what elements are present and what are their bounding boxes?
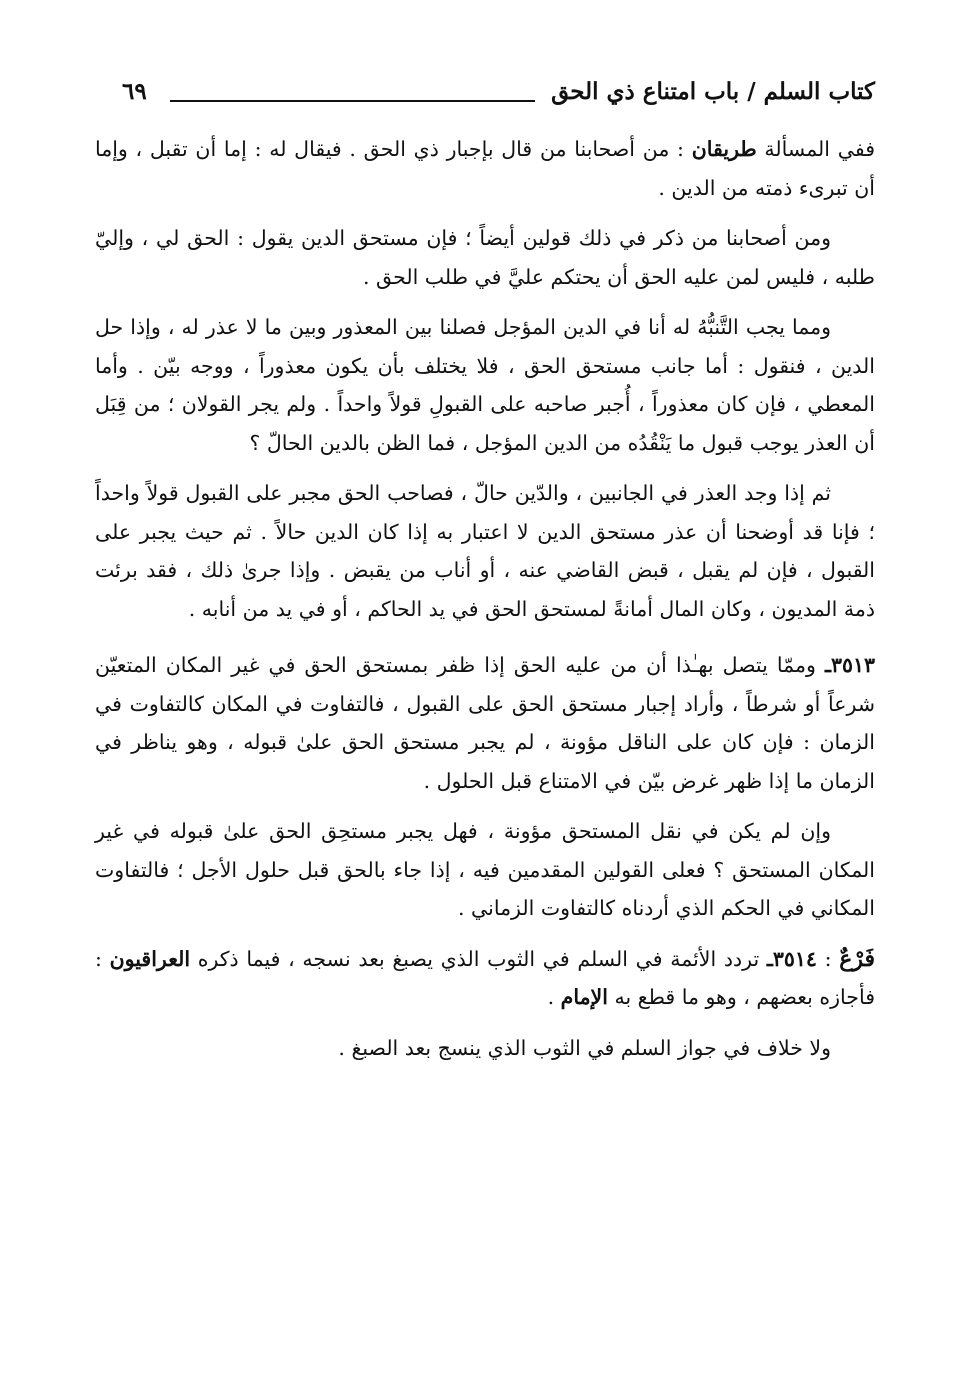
page-number: ٦٩: [122, 78, 147, 105]
paragraph-5: [95, 646, 875, 800]
header-rule: [170, 100, 535, 102]
issue-number: ٣٥١٣ـ: [824, 653, 875, 677]
paragraph-2: ومن أصحابنا من ذكر في ذلك قولين أيضاً ؛ فإن مستحق الدين يقول : الحق لي ، وإليّ طلبه ، فليس لمن عليه الحق أن يحتكم عليَّ في طلب الحق .: [95, 226, 875, 289]
issue-number: ٣٥١٤ـ: [766, 946, 817, 971]
bold-term: العراقيون: [109, 946, 191, 971]
main-text: [95, 130, 875, 1079]
paragraph-4: ثم إذا وجد العذر في الجانبين ، والدّين حالّ ، فصاحب الحق مجبر على القبول قولاً واحداً ؛ فإنا قد أوضحنا أن عذر مستحق الدين لا اعتبار به إذا كان الدين حالاً . ثم حيث يجبر على القبول ، فإن لم يقبل ، قبض القاضي عنه ، أو أناب من يقبض . وإذا جرىٰ ذلك ، فقد برئت ذمة المديون ، وكان المال أمانةً لمستحق الحق في يد الحاكم ، أو في يد من أنابه .: [95, 481, 875, 621]
paragraph-text: تردد الأئمة في السلم في الثوب الذي يصبغ بعد نسجه ، فيما ذكره: [190, 946, 767, 971]
paragraph-3: ومما يجب التَّنبُّهُ له أنا في الدين المؤجل فصلنا بين المعذور وبين ما لا عذر له ، وإذا حل الدين ، فنقول : أما جانب مستحق الحق ، فلا يختلف بأن يكون معذوراً ، ووجه بيّن . وأما المعطي ، فإن كان معذوراً ، أُجبر صاحبه على القبولِ قولاً واحداً . ولم يجر القولان ؛ من قِبَل أن العذر يوجب قبول ما يَنْقُدُه من الدين المؤجل ، فما الظن بالدين الحالّ ؟: [95, 315, 875, 455]
chapter-title: كتاب السلم / باب امتناع ذي الحق: [551, 78, 875, 105]
paragraph-text: : من أصحابنا من قال بإجبار ذي الحق . فيقال له : إما أن تقبل ، وإما أن تبرىء ذمته من الدين .: [95, 137, 875, 200]
bold-term: الإمام: [560, 985, 608, 1009]
paragraph-text: وممّا يتصل بهـٰذا أن من عليه الحق إذا ظفر بمستحق الحق في غير المكان المتعيّن شرعاً أو شرطاً ، وأراد إجبار مستحق الحق على القبول ، فالتفاوت في المكان كالتفاوت في الزمان : فإن كان على الناقل مؤونة ، لم يجبر مستحق الحق علىٰ قبوله ، وهو يناظر في الزمان ما إذا ظهر غرض بيّن في الامتناع قبل الحلول .: [95, 653, 875, 793]
paragraph-text: ففي المسألة: [756, 137, 875, 161]
paragraph-8: ولا خلاف في جواز السلم في الثوب الذي ينسج بعد الصبغ .: [338, 1035, 831, 1060]
running-header: [100, 70, 875, 120]
paragraph-6: وإن لم يكن في نقل المستحق مؤونة ، فهل يجبر مستحِق الحق علىٰ قبوله في غير المكان المستحق ؟ فعلى القولين المقدمين فيه ، إذا جاء بالحق قبل حلول الأجل ؛ فالتفاوت المكاني في الحكم الذي أردناه كالتفاوت الزماني .: [95, 819, 875, 920]
paragraph-1: [95, 130, 875, 207]
far-heading: فَرْعٌ: [839, 945, 875, 972]
paragraph-text: : فأجازه بعضهم ، وهو ما قطع به: [95, 946, 875, 1009]
paragraph-7: فَرْعٌ : ٣٥١٤ـ تردد الأئمة في السلم في الثوب الذي يصبغ بعد نسجه ، فيما ذكره العراقيون : فأجازه بعضهم ، وهو ما قطع به الإمام .: [95, 945, 875, 1009]
paragraph-text: .: [547, 985, 561, 1009]
bold-term: طريقان: [691, 137, 757, 161]
